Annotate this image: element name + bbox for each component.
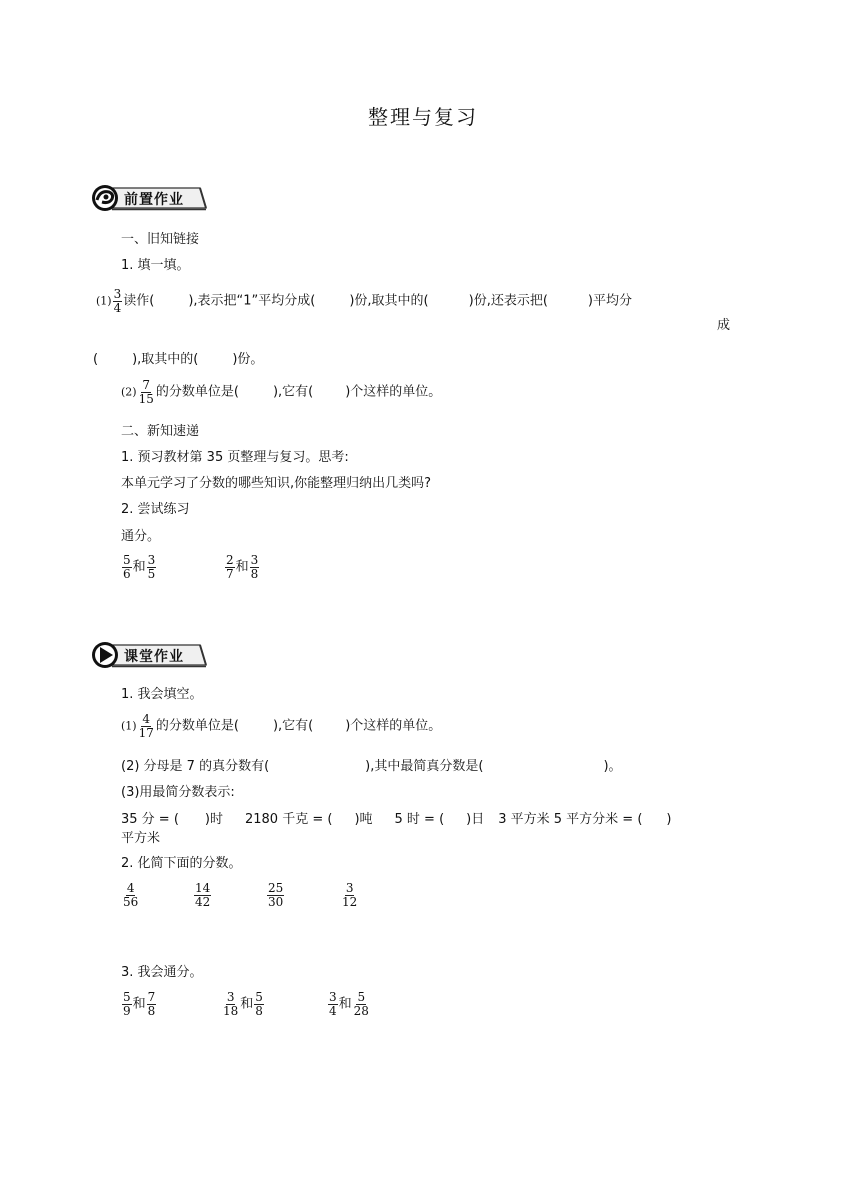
text: ),它有( xyxy=(272,384,314,400)
q1-1-wrap: 成 xyxy=(717,318,731,333)
text: ),其中最简真分数是( xyxy=(365,759,484,774)
q1-2-num: (2) xyxy=(121,385,137,399)
fraction: $\frac{5}{28}$ xyxy=(353,990,369,1018)
fraction: $\frac{5}{9}$ xyxy=(123,990,131,1018)
q2-line4: 通分。 xyxy=(121,529,161,544)
q2-line3: 2. 尝试练习 xyxy=(121,502,190,517)
text: )个这样的单位。 xyxy=(345,718,442,734)
text: 和 xyxy=(338,996,352,1012)
fraction: $\frac{3}{18}$ xyxy=(223,990,239,1018)
cls-q1-1-num: (1) xyxy=(121,719,137,733)
fraction: $\frac{5}{6}$ xyxy=(123,553,131,581)
text: )份,取其中的( xyxy=(349,293,429,309)
fraction: $\frac{3}{5}$ xyxy=(147,553,156,581)
q2-line1: 1. 预习教材第 35 页整理与复习。思考: xyxy=(121,450,349,465)
conv-wrap: 平方米 xyxy=(121,831,161,846)
section-header-class xyxy=(90,641,210,669)
fraction: $\frac{5}{8}$ xyxy=(255,990,263,1018)
cls-q1-title: 1. 我会填空。 xyxy=(121,687,203,702)
text: ( xyxy=(93,352,99,367)
q1-1-line xyxy=(96,288,632,314)
text: 读作( xyxy=(123,293,155,309)
text: ),表示把“1”平均分成( xyxy=(188,293,316,309)
fraction: $\frac{2}{7}$ xyxy=(226,553,234,581)
fraction: $\frac{4}{56}$ xyxy=(123,881,139,909)
tongfen-pre-1 xyxy=(121,554,157,580)
q1-1-num: (1) xyxy=(96,294,112,308)
text: 35 分 = ( xyxy=(121,812,179,827)
simplify-1 xyxy=(121,882,140,908)
fraction: $\frac{7}{15}$ xyxy=(138,378,154,406)
text: 和 xyxy=(132,996,146,1012)
text: ) xyxy=(666,812,672,827)
part2-heading: 二、新知速递 xyxy=(121,424,200,439)
conv-line xyxy=(121,813,671,826)
play-icon xyxy=(92,642,118,668)
text: 3 平方米 5 平方分米 = ( xyxy=(498,812,643,827)
text: )平均分 xyxy=(587,293,632,309)
fraction: $\frac{4}{17}$ xyxy=(138,712,154,740)
fraction: $\frac{3}{12}$ xyxy=(342,881,358,909)
text: )份,还表示把( xyxy=(468,293,548,309)
text: )个这样的单位。 xyxy=(345,384,442,400)
swirl-icon xyxy=(92,185,118,211)
section-label-pre: 前置作业 xyxy=(124,192,184,208)
q1-2-line xyxy=(121,379,441,405)
text: (2) 分母是 7 的真分数有( xyxy=(121,759,270,774)
text: )吨 xyxy=(354,812,373,827)
fraction: $\frac{3}{4}$ xyxy=(113,287,122,315)
cls-q1-3: (3)用最简分数表示: xyxy=(121,785,235,800)
simplify-4 xyxy=(340,882,359,908)
fraction: $\frac{3}{4}$ xyxy=(329,990,337,1018)
text: 5 时 = ( xyxy=(394,812,445,827)
text: 和 xyxy=(240,996,254,1012)
section-header-pre xyxy=(90,184,210,212)
text: )份。 xyxy=(232,352,264,367)
text: )日 xyxy=(466,812,485,827)
fraction: $\frac{14}{42}$ xyxy=(195,881,211,909)
text: )。 xyxy=(603,759,622,774)
text: 和 xyxy=(235,559,249,575)
text: ),它有( xyxy=(272,718,314,734)
tongfen-pre-2 xyxy=(224,554,260,580)
text: 的分数单位是( xyxy=(155,718,239,734)
tongfen-cls-3 xyxy=(327,991,371,1017)
fraction: $\frac{3}{8}$ xyxy=(250,553,259,581)
text: 和 xyxy=(132,559,146,575)
text: 2180 千克 = ( xyxy=(244,812,333,827)
cls-q1-2-line xyxy=(121,760,622,773)
tongfen-cls-2 xyxy=(221,991,265,1017)
simplify-2 xyxy=(193,882,212,908)
simplify-3 xyxy=(266,882,285,908)
cls-q1-1-line xyxy=(121,713,441,739)
fraction: $\frac{7}{8}$ xyxy=(147,990,156,1018)
text: ),取其中的( xyxy=(132,352,199,367)
fraction: $\frac{25}{30}$ xyxy=(268,881,284,909)
part1-heading: 一、旧知链接 xyxy=(121,232,200,247)
section-label-class: 课堂作业 xyxy=(124,649,184,665)
q1-1-line2 xyxy=(93,353,263,366)
tongfen-cls-1 xyxy=(121,991,157,1017)
cls-q3-title: 3. 我会通分。 xyxy=(121,965,203,980)
text: )时 xyxy=(204,812,223,827)
q2-line2: 本单元学习了分数的哪些知识,你能整理归纳出几类吗? xyxy=(121,476,432,491)
text: 的分数单位是( xyxy=(155,384,239,400)
cls-q2-title: 2. 化简下面的分数。 xyxy=(121,856,242,871)
page-title: 整理与复习 xyxy=(368,105,478,129)
q1-title: 1. 填一填。 xyxy=(121,258,190,273)
